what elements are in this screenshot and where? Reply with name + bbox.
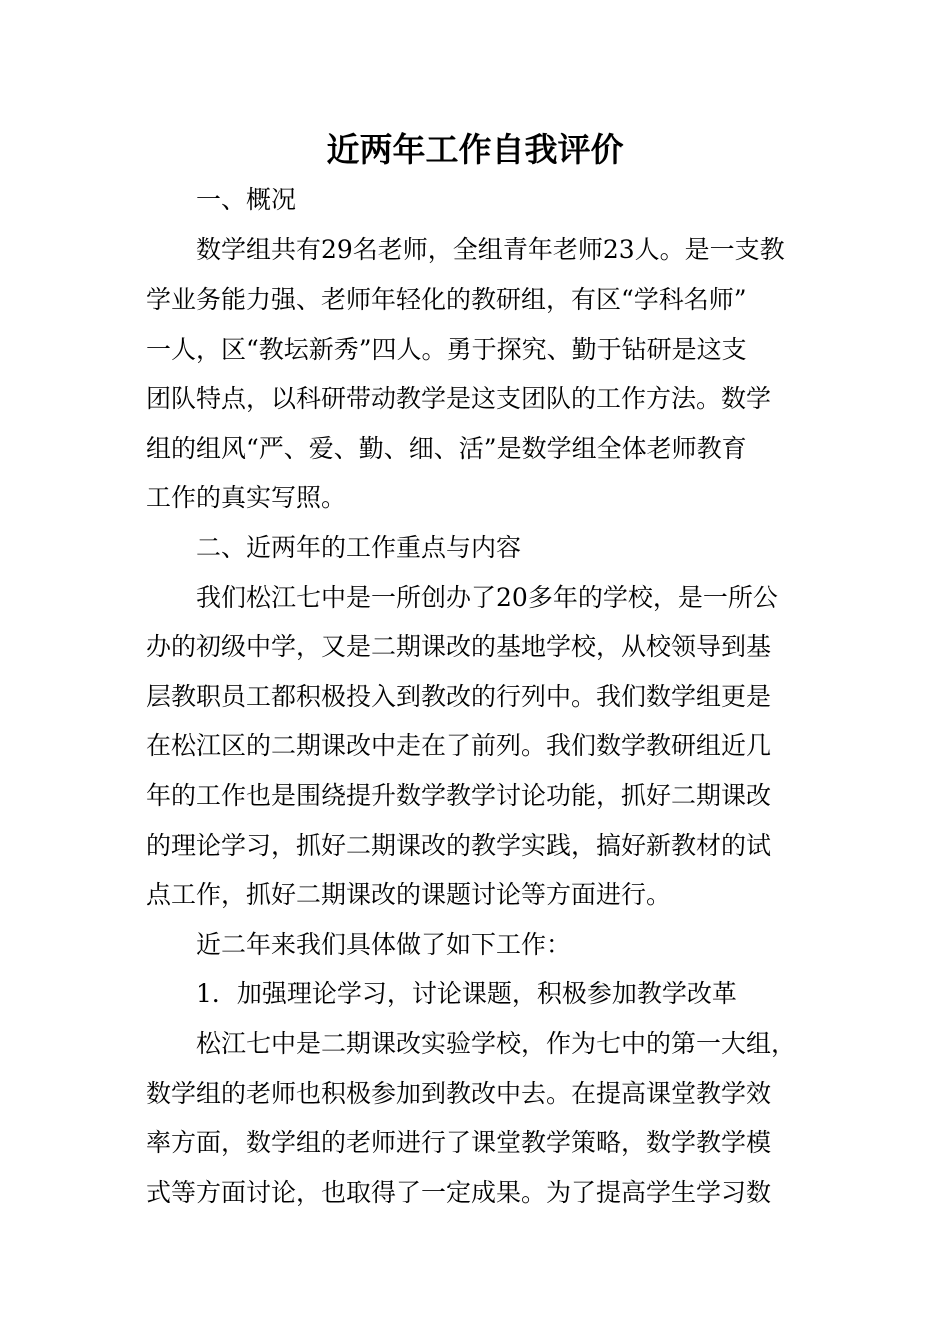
paragraph-line: 一人，区“教坛新秀”四人。勇于探究、勤于钻研是这支 <box>146 335 747 364</box>
paragraph-line: 我们松江七中是一所创办了20多年的学校，是一所公 <box>196 583 778 612</box>
subsection-heading: 1．加强理论学习，讨论课题，积极参加教学改革 <box>196 979 737 1008</box>
paragraph-line: 团队特点，以科研带动教学是这支团队的工作方法。数学 <box>146 384 772 413</box>
paragraph-line: 在松江区的二期课改中走在了前列。我们数学教研组近几 <box>146 731 772 760</box>
paragraph-line: 式等方面讨论，也取得了一定成果。为了提高学生学习数 <box>146 1178 772 1207</box>
paragraph-line: 率方面，数学组的老师进行了课堂教学策略，数学教学模 <box>146 1128 772 1157</box>
paragraph-line: 数学组的老师也积极参加到教改中去。在提高课堂教学效 <box>146 1079 772 1108</box>
paragraph-line: 学业务能力强、老师年轻化的教研组，有区“学科名师” <box>146 285 747 314</box>
section-heading-overview: 一、概况 <box>196 185 297 214</box>
paragraph-line: 组的组风“严、爱、勤、细、活”是数学组全体老师教育 <box>146 434 747 463</box>
paragraph-line: 数学组共有29名老师，全组青年老师23人。是一支教 <box>196 235 785 264</box>
paragraph-line: 办的初级中学，又是二期课改的基地学校，从校领导到基 <box>146 632 772 661</box>
paragraph-line: 松江七中是二期课改实验学校，作为七中的第一大组， <box>196 1029 797 1058</box>
section-heading-work-focus: 二、近两年的工作重点与内容 <box>196 533 522 562</box>
paragraph-line: 年的工作也是围绕提升数学教学讨论功能，抓好二期课改 <box>146 781 772 810</box>
paragraph-line: 近二年来我们具体做了如下工作： <box>196 930 572 959</box>
paragraph-line: 工作的真实写照。 <box>146 483 347 512</box>
paragraph-line: 层教职员工都积极投入到教改的行列中。我们数学组更是 <box>146 682 772 711</box>
paragraph-line: 的理论学习，抓好二期课改的教学实践，搞好新教材的试 <box>146 831 772 860</box>
paragraph-line: 点工作，抓好二期课改的课题讨论等方面进行。 <box>146 880 672 909</box>
document-title: 近两年工作自我评价 <box>326 130 624 169</box>
